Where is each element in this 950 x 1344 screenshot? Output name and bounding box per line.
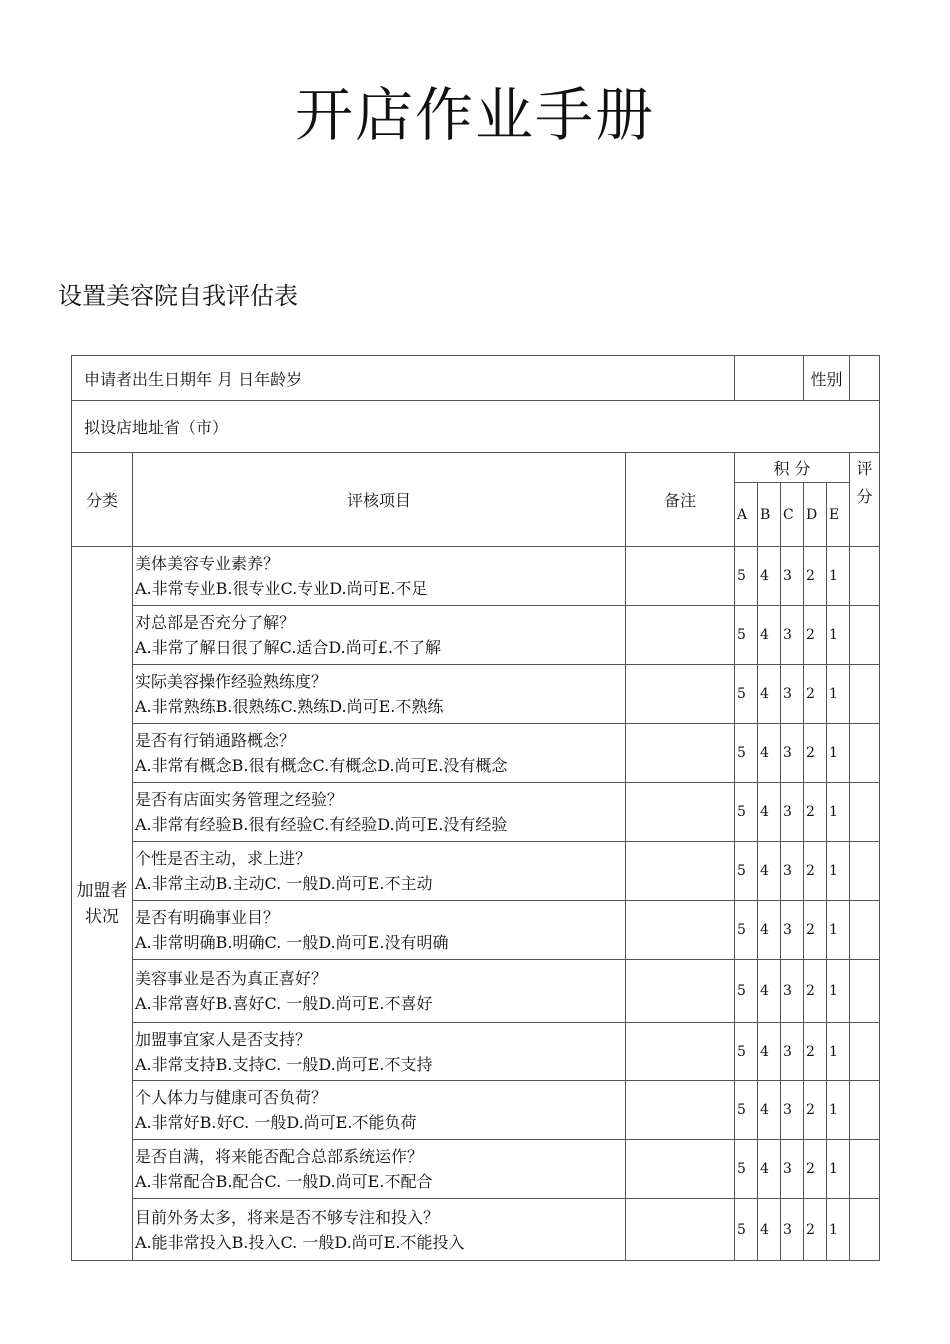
self-assessment-table (71, 355, 880, 1261)
form-subtitle: 设置美容院自我评估表 (58, 282, 298, 310)
score-e[interactable]: 1 (827, 842, 850, 901)
score-c[interactable]: 3 (781, 1140, 804, 1199)
score-b[interactable]: 4 (758, 606, 781, 665)
remark-cell[interactable] (626, 1023, 735, 1081)
table-row (72, 1140, 880, 1199)
score-d[interactable]: 2 (804, 606, 827, 665)
document-title: 开店作业手册 (294, 81, 655, 149)
score-b[interactable]: 4 (758, 1081, 781, 1140)
score-c[interactable]: 3 (781, 901, 804, 960)
score-a[interactable]: 5 (735, 1199, 758, 1261)
item-options: A.非常专业B.很专业C.专业D.尚可E.不足 (135, 579, 428, 598)
category-label-line2: 状况 (85, 906, 119, 927)
assessment-item (133, 1081, 626, 1140)
address-row (72, 401, 880, 453)
score-d[interactable]: 2 (804, 547, 827, 606)
remark-cell[interactable] (626, 1081, 735, 1140)
score-c[interactable]: 3 (781, 1081, 804, 1140)
item-question: 个人体力与健康可否负荷？ (135, 1088, 328, 1107)
grade-c: C (781, 483, 804, 547)
score-e[interactable]: 1 (827, 1199, 850, 1261)
remark-cell[interactable] (626, 606, 735, 665)
score-d[interactable]: 2 (804, 842, 827, 901)
assessment-item (133, 901, 626, 960)
score-d[interactable]: 2 (804, 1199, 827, 1261)
score-c[interactable]: 3 (781, 1199, 804, 1261)
item-question: 是否有店面实务管理之经验？ (135, 790, 344, 809)
remark-cell[interactable] (626, 842, 735, 901)
table-row (72, 1199, 880, 1261)
assessment-item (133, 724, 626, 783)
applicant-line-blank[interactable] (735, 356, 804, 401)
score-d[interactable]: 2 (804, 1140, 827, 1199)
item-options: A.非常明确B.明确C. 一般D.尚可E.没有明确 (135, 933, 449, 952)
header-score (850, 453, 880, 547)
score-total-cell[interactable] (850, 606, 880, 665)
score-total-cell[interactable] (850, 783, 880, 842)
grade-a: A (735, 483, 758, 547)
item-options: A.非常有经验B.很有经验C.有经验D.尚可E.没有经验 (135, 815, 508, 834)
score-total-cell[interactable] (850, 1023, 880, 1081)
item-options: A.非常有概念B.很有概念C.有概念D.尚可E.没有概念 (135, 756, 508, 775)
assessment-item (133, 1140, 626, 1199)
remark-cell[interactable] (626, 1199, 735, 1261)
score-b[interactable]: 4 (758, 665, 781, 724)
score-e[interactable]: 1 (827, 783, 850, 842)
score-e[interactable]: 1 (827, 1023, 850, 1081)
score-c[interactable]: 3 (781, 724, 804, 783)
score-total-cell[interactable] (850, 901, 880, 960)
score-d[interactable]: 2 (804, 1081, 827, 1140)
score-a[interactable]: 5 (735, 1023, 758, 1081)
header-item: 评核项目 (133, 453, 626, 547)
table-row (72, 960, 880, 1023)
table-row (72, 606, 880, 665)
score-e[interactable]: 1 (827, 547, 850, 606)
gender-label: 性别 (804, 356, 850, 401)
score-a[interactable]: 5 (735, 606, 758, 665)
item-options: A.能非常投入B.投入C. 一般D.尚可E.不能投入 (135, 1232, 465, 1252)
item-question: 美容事业是否为真正喜好？ (135, 969, 328, 988)
assessment-item (133, 783, 626, 842)
score-total-cell[interactable] (850, 960, 880, 1023)
remark-cell[interactable] (626, 960, 735, 1023)
table-row (72, 1023, 880, 1081)
score-e[interactable]: 1 (827, 1081, 850, 1140)
score-a[interactable]: 5 (735, 665, 758, 724)
assessment-item (133, 606, 626, 665)
score-total-cell[interactable] (850, 547, 880, 606)
applicant-info-row (72, 356, 880, 401)
remark-cell[interactable] (626, 724, 735, 783)
score-c[interactable]: 3 (781, 547, 804, 606)
score-d[interactable]: 2 (804, 960, 827, 1023)
remark-cell[interactable] (626, 547, 735, 606)
remark-cell[interactable] (626, 901, 735, 960)
assessment-item (133, 842, 626, 901)
score-d[interactable]: 2 (804, 665, 827, 724)
score-c[interactable]: 3 (781, 783, 804, 842)
score-b[interactable]: 4 (758, 547, 781, 606)
table-row (72, 665, 880, 724)
grade-e: E (827, 483, 850, 547)
item-options: A.非常好B.好C. 一般D.尚可E.不能负荷 (135, 1113, 417, 1132)
table-row (72, 842, 880, 901)
score-b[interactable]: 4 (758, 783, 781, 842)
item-question: 美体美容专业素养？ (135, 554, 280, 573)
score-b[interactable]: 4 (758, 1140, 781, 1199)
header-score-line1: 评 (856, 459, 873, 478)
score-b[interactable]: 4 (758, 901, 781, 960)
item-question: 实际美容操作经验熟练度？ (135, 672, 328, 691)
header-score-line2: 分 (856, 487, 873, 506)
item-options: A.非常喜好B.喜好C. 一般D.尚可E.不喜好 (135, 994, 433, 1013)
grade-d: D (804, 483, 827, 547)
score-b[interactable]: 4 (758, 724, 781, 783)
score-d[interactable]: 2 (804, 1023, 827, 1081)
score-b[interactable]: 4 (758, 842, 781, 901)
grade-b: B (758, 483, 781, 547)
score-a[interactable]: 5 (735, 901, 758, 960)
assessment-item (133, 547, 626, 606)
score-e[interactable]: 1 (827, 665, 850, 724)
score-e[interactable]: 1 (827, 606, 850, 665)
header-category: 分类 (72, 453, 133, 547)
assessment-item (133, 1023, 626, 1081)
item-question: 目前外务太多，将来是否不够专注和投入？ (135, 1207, 440, 1227)
score-total-cell[interactable] (850, 1140, 880, 1199)
table-row (72, 783, 880, 842)
score-c[interactable]: 3 (781, 960, 804, 1023)
score-c[interactable]: 3 (781, 606, 804, 665)
score-b[interactable]: 4 (758, 1023, 781, 1081)
item-question: 对总部是否充分了解？ (135, 613, 296, 632)
header-remark: 备注 (626, 453, 735, 547)
score-a[interactable]: 5 (735, 724, 758, 783)
gender-field[interactable] (850, 356, 880, 401)
score-a[interactable]: 5 (735, 960, 758, 1023)
score-e[interactable]: 1 (827, 901, 850, 960)
score-total-cell[interactable] (850, 842, 880, 901)
remark-cell[interactable] (626, 665, 735, 724)
assessment-item (133, 665, 626, 724)
header-row-1 (72, 453, 880, 483)
item-options: A.非常熟练B.很熟练C.熟练D.尚可E.不熟练 (135, 697, 444, 716)
item-question: 个性是否主动，求上进？ (135, 849, 312, 868)
item-question: 加盟事宜家人是否支持？ (135, 1029, 312, 1049)
score-b[interactable]: 4 (758, 960, 781, 1023)
item-options: A.非常了解日很了解C.适合D.尚可£.不了解 (135, 638, 442, 657)
score-d[interactable]: 2 (804, 724, 827, 783)
score-e[interactable]: 1 (827, 1140, 850, 1199)
applicant-line[interactable]: 申请者出生日期年 月 日年龄岁 (72, 356, 735, 401)
score-total-cell[interactable] (850, 665, 880, 724)
score-e[interactable]: 1 (827, 724, 850, 783)
assessment-item (133, 960, 626, 1023)
category-franchisee-status (72, 547, 133, 1261)
table-row (72, 724, 880, 783)
item-options: A.非常主动B.主动C. 一般D.尚可E.不主动 (135, 874, 433, 893)
score-total-cell[interactable] (850, 1199, 880, 1261)
score-c[interactable]: 3 (781, 1023, 804, 1081)
score-c[interactable]: 3 (781, 665, 804, 724)
item-question: 是否自满，将来能否配合总部系统运作？ (135, 1147, 424, 1166)
score-a[interactable]: 5 (735, 842, 758, 901)
score-b[interactable]: 4 (758, 1199, 781, 1261)
item-question: 是否有明确事业目？ (135, 908, 280, 927)
score-total-cell[interactable] (850, 724, 880, 783)
table-row (72, 547, 880, 606)
score-a[interactable]: 5 (735, 783, 758, 842)
item-question: 是否有行销通路概念？ (135, 731, 296, 750)
score-e[interactable]: 1 (827, 960, 850, 1023)
score-d[interactable]: 2 (804, 901, 827, 960)
score-a[interactable]: 5 (735, 1081, 758, 1140)
item-options: A.非常配合B.配合C. 一般D.尚可E.不配合 (135, 1172, 433, 1191)
item-options: A.非常支持B.支持C. 一般D.尚可E.不支持 (135, 1054, 433, 1074)
header-points: 积 分 (735, 453, 850, 483)
address-line[interactable]: 拟设店地址省（市） (72, 401, 880, 453)
score-d[interactable]: 2 (804, 783, 827, 842)
remark-cell[interactable] (626, 783, 735, 842)
score-a[interactable]: 5 (735, 547, 758, 606)
score-a[interactable]: 5 (735, 1140, 758, 1199)
table-row (72, 1081, 880, 1140)
table-row (72, 901, 880, 960)
score-c[interactable]: 3 (781, 842, 804, 901)
assessment-item (133, 1199, 626, 1261)
remark-cell[interactable] (626, 1140, 735, 1199)
score-total-cell[interactable] (850, 1081, 880, 1140)
category-label-line1: 加盟者 (76, 880, 128, 901)
